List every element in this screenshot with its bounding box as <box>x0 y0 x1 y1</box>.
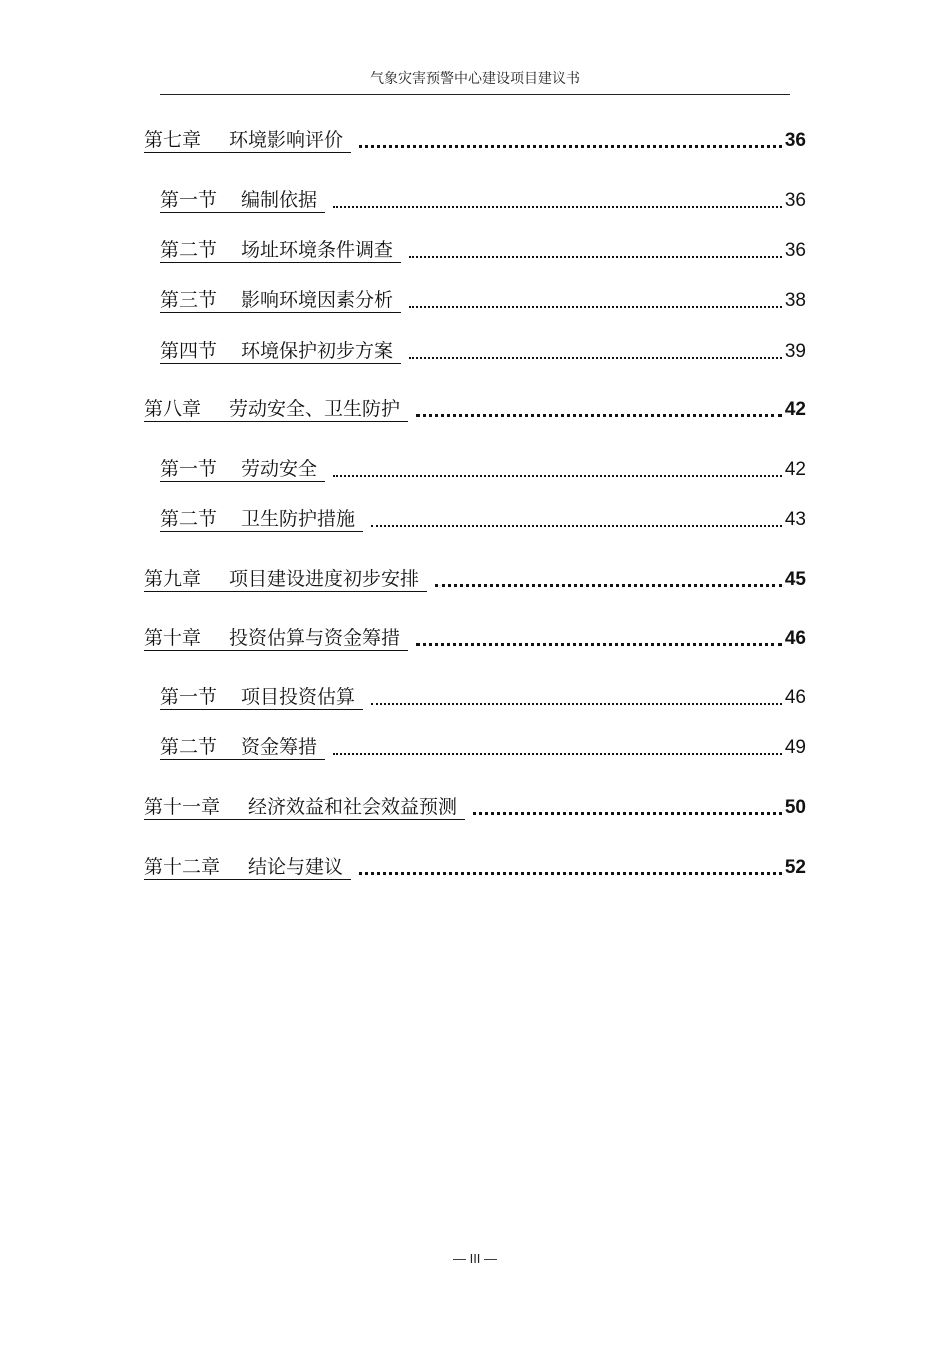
toc-section-7-4[interactable] <box>160 338 806 364</box>
toc-page-number: 36 <box>784 240 806 261</box>
toc-link[interactable] <box>160 685 363 710</box>
toc-page-number: 49 <box>784 737 806 758</box>
toc-title: 影响环境因素分析 <box>241 289 394 311</box>
toc-link[interactable] <box>144 128 351 153</box>
toc-chapter-7[interactable] <box>144 127 806 153</box>
toc-chapter-9[interactable] <box>144 566 806 592</box>
dot-leader <box>371 525 782 527</box>
toc-title: 劳动安全、卫生防护 <box>229 398 401 420</box>
toc-chapter-8[interactable] <box>144 396 806 422</box>
toc-number: 第七章 <box>144 129 202 151</box>
toc-title: 投资估算与资金筹措 <box>229 627 401 649</box>
toc-section-8-2[interactable] <box>160 506 806 532</box>
toc-page-number: 46 <box>784 628 806 649</box>
toc-number: 第二节 <box>160 239 218 261</box>
toc-chapter-12[interactable] <box>144 854 806 880</box>
toc-page-number: 52 <box>784 857 806 878</box>
toc-number: 第十二章 <box>144 856 221 878</box>
dot-leader <box>333 475 782 477</box>
dot-leader <box>435 584 782 587</box>
toc-chapter-10[interactable] <box>144 625 806 651</box>
toc-number: 第三节 <box>160 289 218 311</box>
toc-link[interactable] <box>144 795 465 820</box>
dot-leader <box>333 206 782 208</box>
toc-link[interactable] <box>144 626 408 651</box>
toc-page-number: 39 <box>784 341 806 362</box>
toc-number: 第十章 <box>144 627 202 649</box>
toc-number: 第一节 <box>160 189 218 211</box>
dot-leader <box>359 872 782 875</box>
toc-title: 资金筹措 <box>241 736 318 758</box>
toc-section-7-2[interactable] <box>160 237 806 263</box>
toc-page-number: 50 <box>784 797 806 818</box>
dot-leader <box>371 703 782 705</box>
dot-leader <box>473 812 782 815</box>
dot-leader <box>409 357 782 359</box>
toc-page-number: 38 <box>784 290 806 311</box>
toc-page-number: 46 <box>784 687 806 708</box>
toc-link[interactable] <box>144 855 351 880</box>
toc-page-number: 42 <box>784 399 806 420</box>
dot-leader <box>333 753 782 755</box>
toc-link[interactable] <box>144 567 427 592</box>
dot-leader <box>409 306 782 308</box>
toc-page-number: 45 <box>784 569 806 590</box>
page-number-footer: — III — <box>452 1251 498 1266</box>
toc-section-7-1[interactable] <box>160 187 806 213</box>
running-header: 气象灾害预警中心建设项目建议书 <box>370 71 580 87</box>
toc-link[interactable] <box>160 188 325 213</box>
dot-leader <box>409 256 782 258</box>
toc-page-number: 36 <box>784 130 806 151</box>
toc-section-7-3[interactable] <box>160 287 806 313</box>
dot-leader <box>359 145 782 148</box>
toc-number: 第一节 <box>160 458 218 480</box>
toc-title: 编制依据 <box>241 189 318 211</box>
toc-title: 环境保护初步方案 <box>241 340 394 362</box>
toc-title: 场址环境条件调查 <box>241 239 394 261</box>
toc-number: 第二节 <box>160 736 218 758</box>
toc-link[interactable] <box>160 735 325 760</box>
toc-title: 结论与建议 <box>248 856 344 878</box>
toc-page-number: 42 <box>784 459 806 480</box>
toc-section-8-1[interactable] <box>160 456 806 482</box>
toc-title: 劳动安全 <box>241 458 318 480</box>
toc-link[interactable] <box>160 457 325 482</box>
toc-number: 第一节 <box>160 686 218 708</box>
toc-link[interactable] <box>160 238 401 263</box>
dot-leader <box>416 643 782 646</box>
toc-number: 第四节 <box>160 340 218 362</box>
toc-page-number: 36 <box>784 190 806 211</box>
toc-link[interactable] <box>144 397 408 422</box>
toc-page-number: 43 <box>784 509 806 530</box>
toc-number: 第二节 <box>160 508 218 530</box>
toc-number: 第八章 <box>144 398 202 420</box>
toc-link[interactable] <box>160 339 401 364</box>
toc-link[interactable] <box>160 288 401 313</box>
toc-title: 环境影响评价 <box>229 129 344 151</box>
toc-section-10-1[interactable] <box>160 684 806 710</box>
toc-title: 项目建设进度初步安排 <box>229 568 420 590</box>
toc-title: 卫生防护措施 <box>241 508 356 530</box>
toc-number: 第九章 <box>144 568 202 590</box>
toc-link[interactable] <box>160 507 363 532</box>
toc-number: 第十一章 <box>144 796 221 818</box>
toc-title: 经济效益和社会效益预测 <box>248 796 458 818</box>
toc-section-10-2[interactable] <box>160 734 806 760</box>
header-rule <box>160 94 790 95</box>
dot-leader <box>416 414 782 417</box>
toc-title: 项目投资估算 <box>241 686 356 708</box>
toc-chapter-11[interactable] <box>144 794 806 820</box>
